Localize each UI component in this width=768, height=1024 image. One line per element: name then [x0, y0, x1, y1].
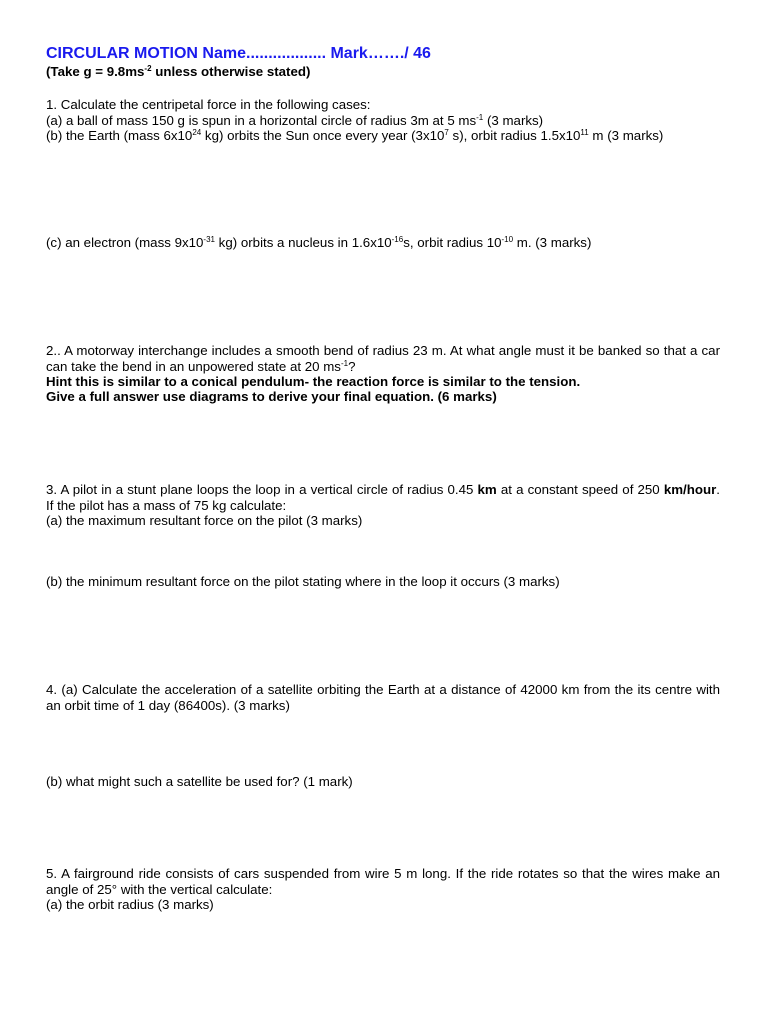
question-3a: (a) the maximum resultant force on the pilot (3 marks) — [46, 513, 363, 528]
question-4b: (b) what might such a satellite be used for? (1 mark) — [46, 774, 353, 789]
question-1a: (a) a ball of mass 150 g is spun in a horizontal circle of radius 3m at 5 $ms^{-1}$ (3 marks) — [46, 112, 544, 128]
question-1c: (c) an electron (mass $9x10^{-31}$ kg) orbits a nucleus in $1.6x10^{-16}s$, orbit radius $10^{-10}$ m. (3 marks) — [46, 235, 592, 250]
question-1-intro: 1. Calculate the centripetal force in the following cases: — [46, 97, 371, 112]
question-2-hint: Hint this is similar to a conical pendulum- the reaction force is similar to the tension. — [46, 374, 581, 389]
question-1b: (b) the Earth (mass $6x10^{24}$ kg) orbits the Sun once every year ($3x10^7$ s), orbit radius $1.5x10^{11}$ m (3 marks) — [46, 128, 664, 144]
gravity-note: (Take $g = 9.8ms^{-2}$ unless otherwise stated) — [46, 64, 311, 79]
question-3b: (b) the minimum resultant force on the pilot stating where in the loop it occurs (3 marks) — [46, 574, 560, 589]
question-5: 5. A fairground ride consists of cars suspended from wire 5 m long. If the ride rotates so that the wires make an angle of 25° with the vertical calculate: — [46, 866, 720, 897]
question-4a: 4. (a) Calculate the acceleration of a satellite orbiting the Earth at a distance of 42000 km from the its centre with an orbit time of 1 day (86400s). (3 marks) — [46, 682, 720, 713]
question-3: 3. A pilot in a stunt plane loops the loop in a vertical circle of radius 0.45 km at a constant speed of 250 km/hour. If the pilot has a mass of 75 kg calculate: — [46, 482, 720, 513]
worksheet-title: CIRCULAR MOTION Name.................. Mark……./ 46 — [46, 45, 431, 62]
question-2-instruction: Give a full answer use diagrams to derive your final equation. (6 marks) — [46, 389, 497, 404]
question-5a: (a) the orbit radius (3 marks) — [46, 897, 214, 912]
question-2: 2.. A motorway interchange includes a smooth bend of radius 23 m. At what angle must it be banked so that a car can take the bend in an unpowered state at 20 $ms^{-1}$? — [46, 343, 720, 374]
question-1 — [46, 97, 720, 144]
